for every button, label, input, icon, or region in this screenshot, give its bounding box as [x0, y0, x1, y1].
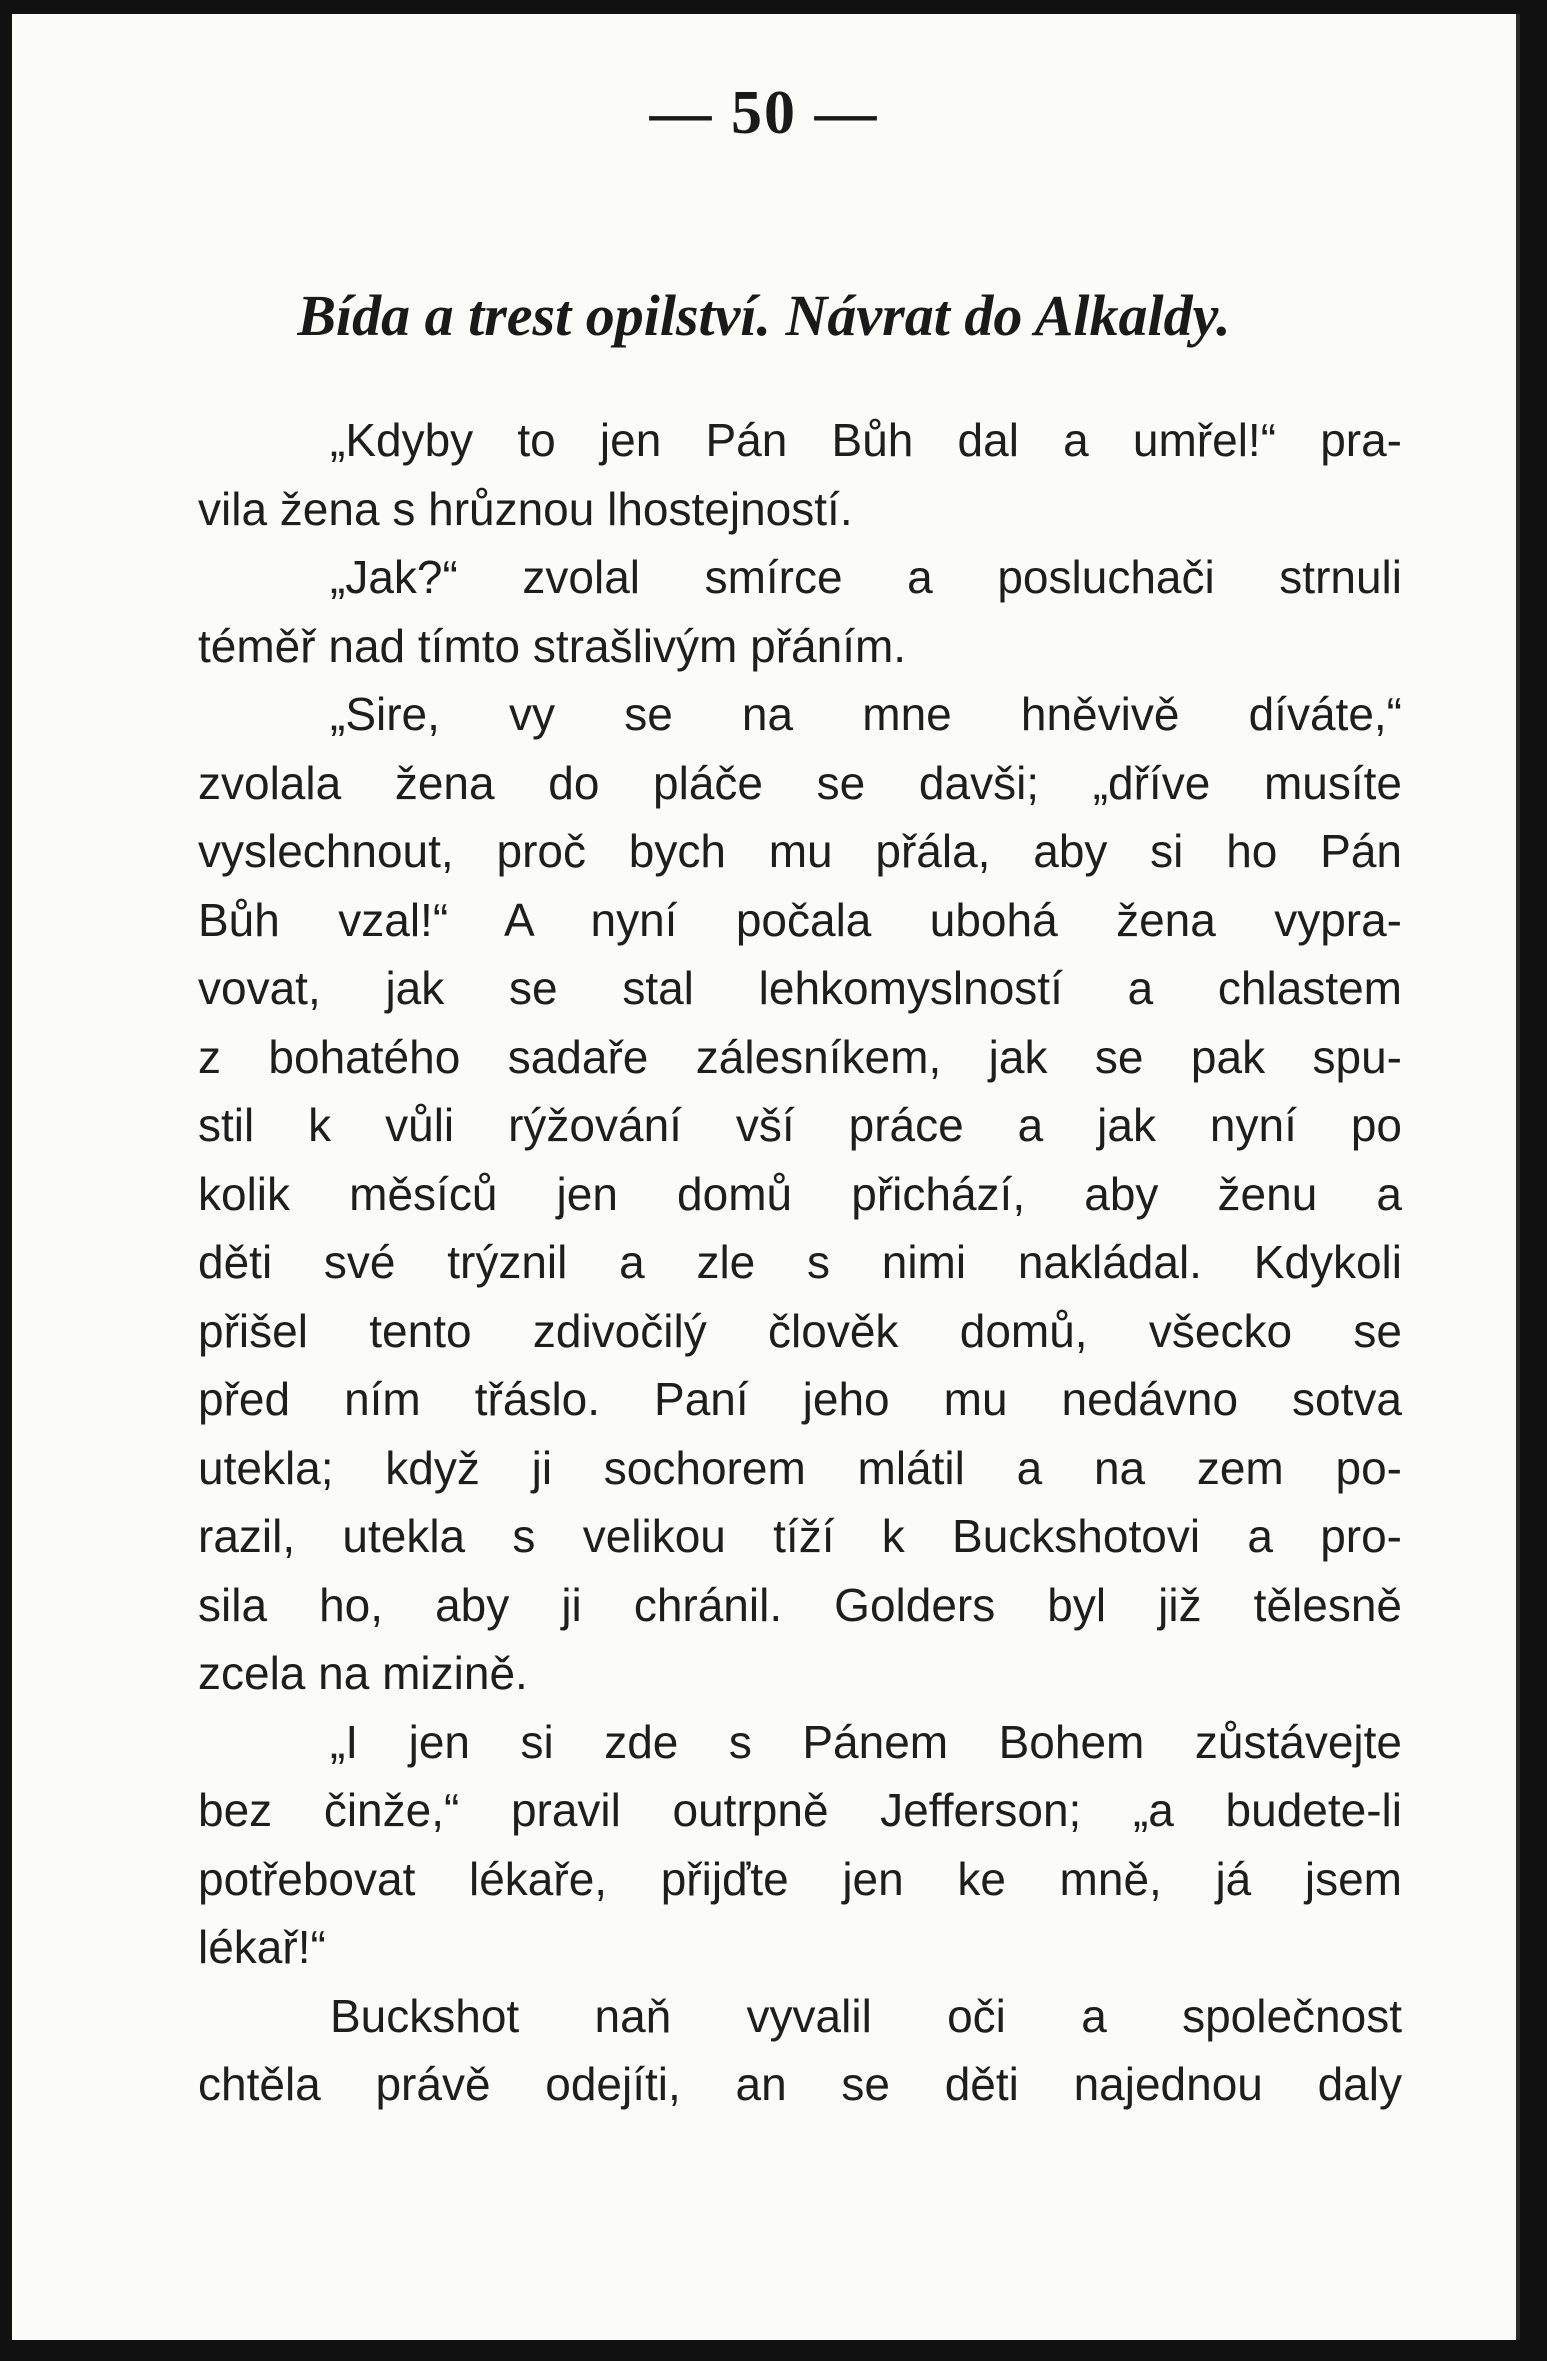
- text-line: zcela na mizině.: [198, 1647, 528, 1699]
- text-line: děti své trýznil a zle s nimi nakládal. Kdykoli: [198, 1236, 1402, 1288]
- page-number: — 50 —: [649, 79, 879, 147]
- text-line: „I jen si zde s Pánem Bohem zůstávejte: [330, 1715, 1402, 1768]
- text-line: chtěla právě odejíti, an se děti najednou daly: [198, 2058, 1402, 2110]
- text-line: lékař!“: [198, 1921, 326, 1973]
- text-line: razil, utekla s velikou tíží k Buckshotovi a pro-: [198, 1510, 1402, 1562]
- text-line: „Sire, vy se na mne hněvivě díváte,“: [330, 688, 1402, 740]
- text-line: sila ho, aby ji chránil. Golders byl již tělesně: [198, 1578, 1402, 1631]
- text-line: Buckshot naň vyvalil oči a společnost: [330, 1989, 1402, 2042]
- text-line: kolik měsíců jen domů přichází, aby ženu a: [198, 1167, 1402, 1220]
- text-line: Bůh vzal!“ A nyní počala ubohá žena vypra-: [198, 893, 1402, 946]
- text-line: „Jak?“ zvolal smírce a posluchači strnuli: [330, 551, 1402, 603]
- book-page: [12, 14, 1520, 2340]
- text-line: vyslechnout, proč bych mu přála, aby si ho Pán: [198, 825, 1402, 877]
- chapter-title: Bída a trest opilství. Návrat do Alkaldy.: [297, 283, 1231, 348]
- text-line: bez činže,“ pravil outrpně Jefferson; „a budete-li: [198, 1784, 1402, 1836]
- text-line: stil k vůli rýžování vší práce a jak nyní po: [198, 1099, 1402, 1151]
- text-line: přišel tento zdivočilý člověk domů, všecko se: [198, 1304, 1402, 1357]
- text-line: z bohatého sadaře zálesníkem, jak se pak spu-: [198, 1030, 1402, 1083]
- text-line: utekla; když ji sochorem mlátil a na zem po-: [198, 1441, 1402, 1494]
- text-line: vovat, jak se stal lehkomyslností a chlastem: [198, 962, 1402, 1014]
- text-line: potřebovat lékaře, přijďte jen ke mně, já jsem: [198, 1852, 1402, 1905]
- text-line: vila žena s hrůznou lhostejností.: [198, 482, 853, 535]
- body-text: [198, 406, 1402, 2119]
- text-line: zvolala žena do pláče se davši; „dříve musíte: [198, 756, 1402, 809]
- text-line: „Kdyby to jen Pán Bůh dal a umřel!“ pra-: [330, 414, 1402, 466]
- text-line: téměř nad tímto strašlivým přáním.: [198, 619, 907, 672]
- text-line: před ním třáslo. Paní jeho mu nedávno sotva: [198, 1373, 1402, 1425]
